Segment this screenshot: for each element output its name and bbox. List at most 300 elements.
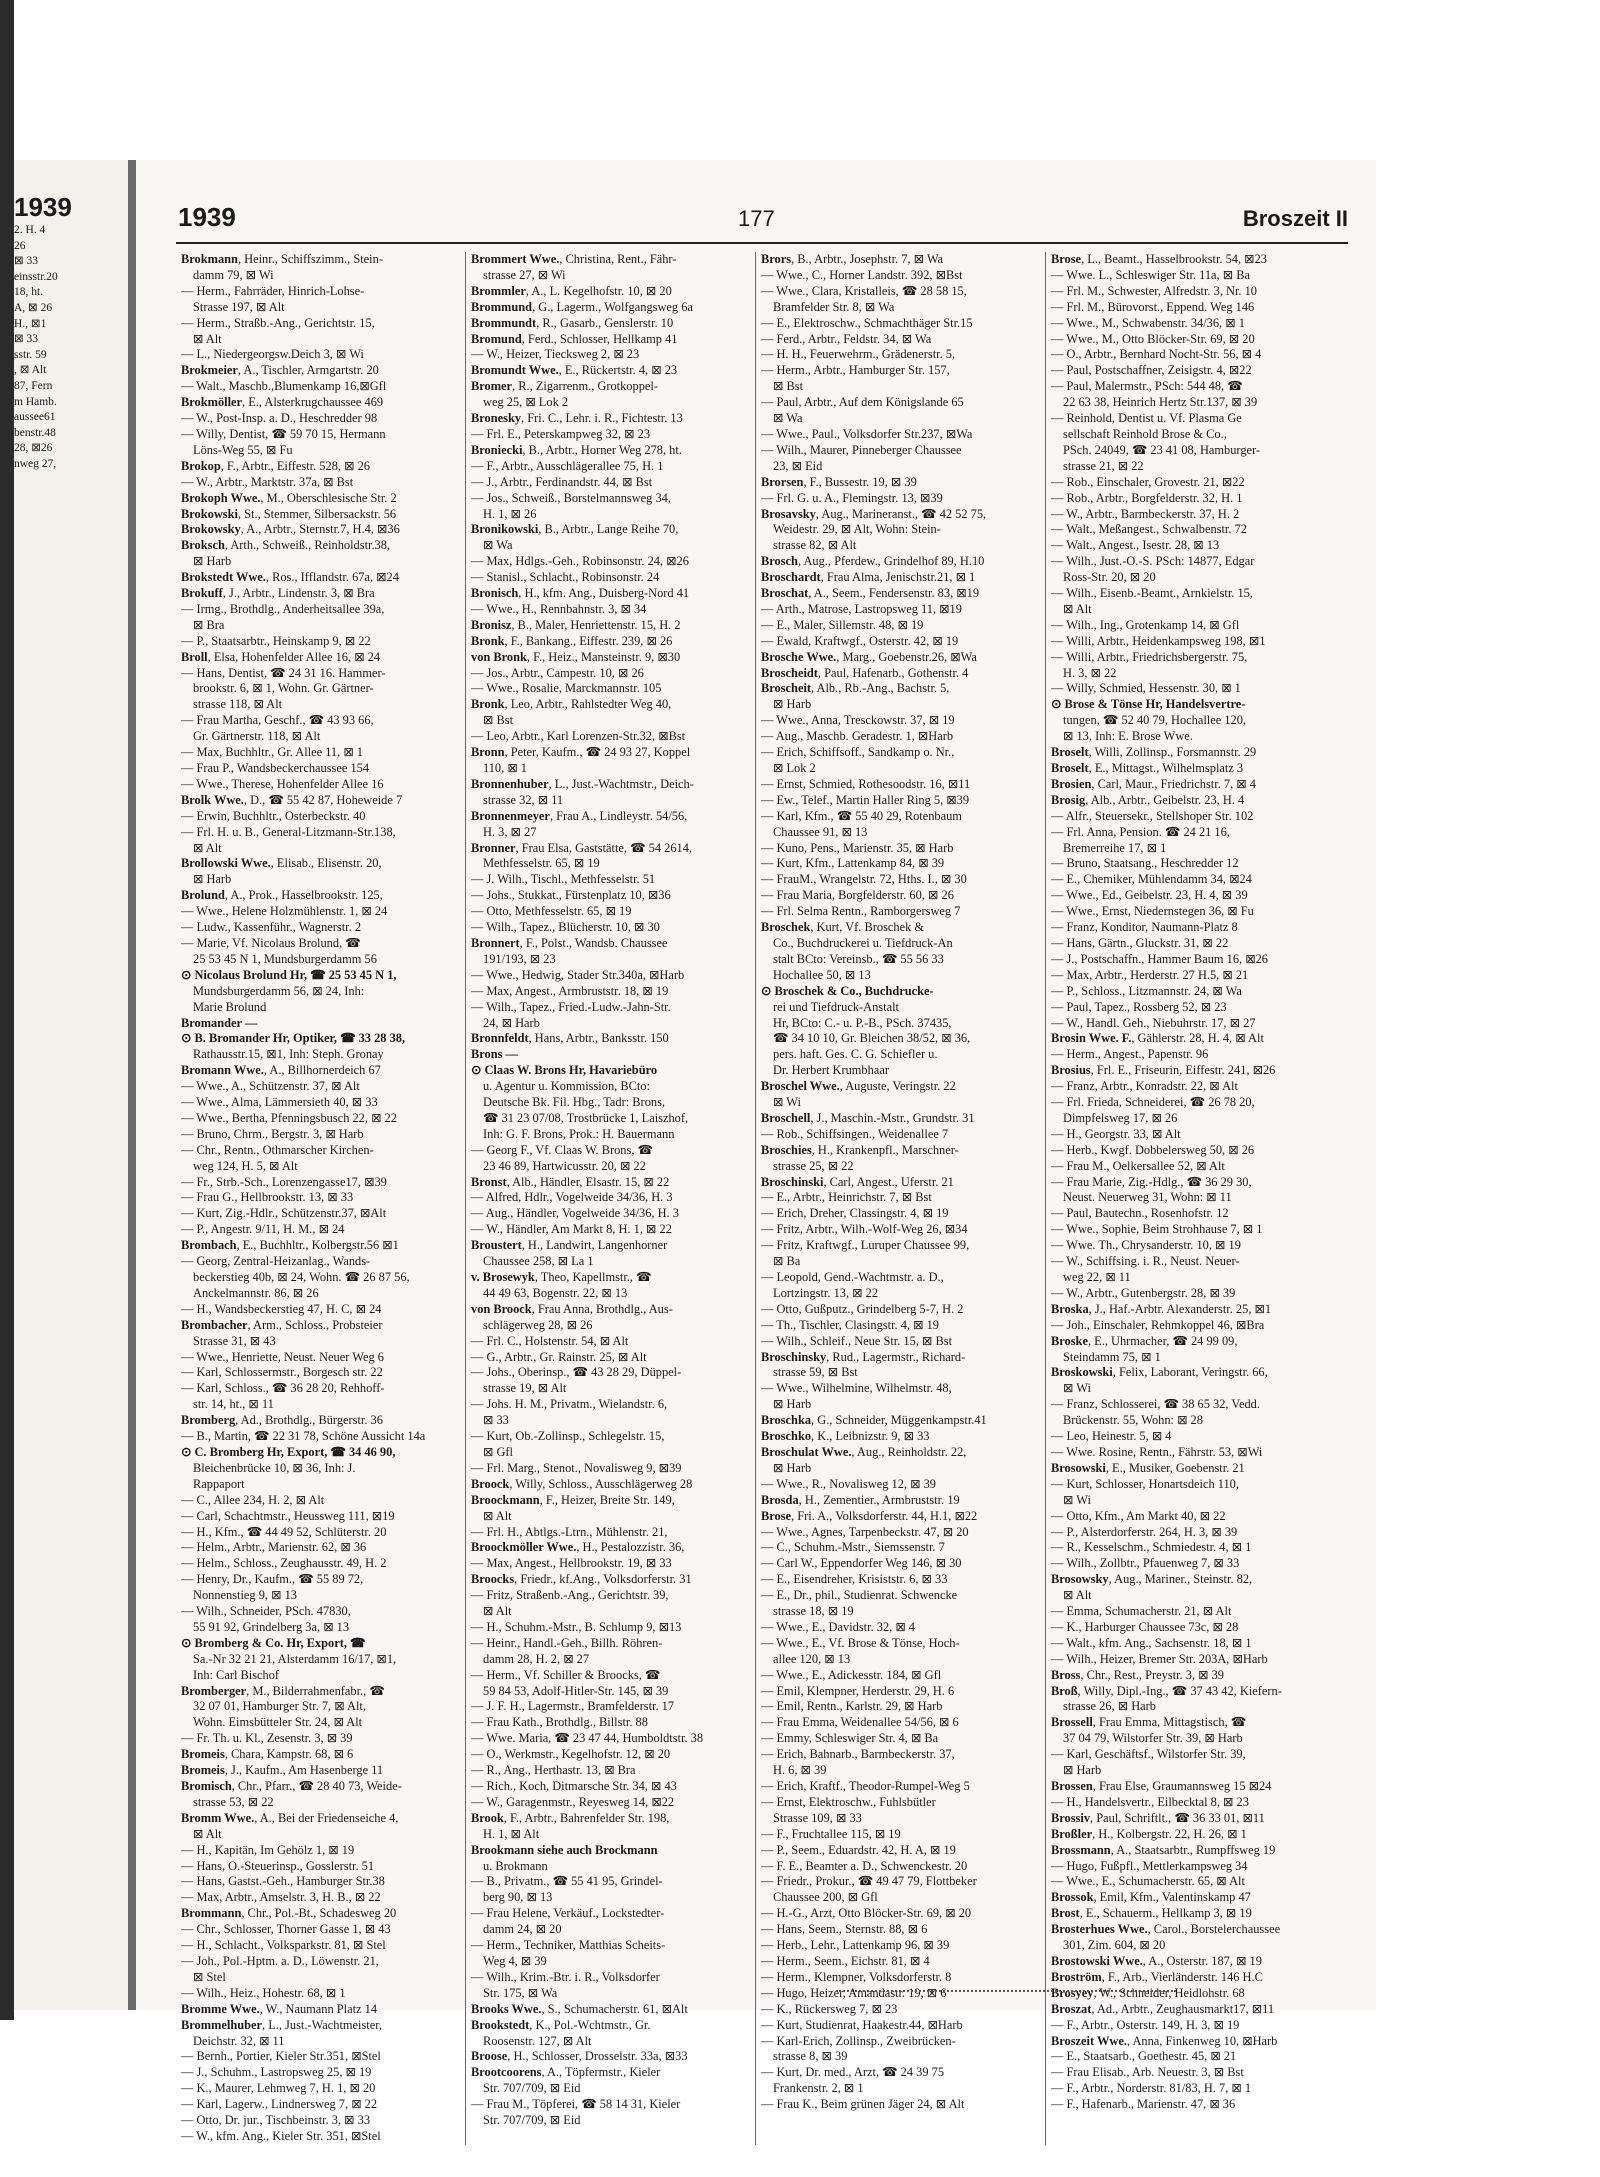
directory-entry: Methfesselstr. 65, ⊠ 19 <box>483 856 600 871</box>
directory-entry: — H., Kfm., ☎ 44 49 52, Schlüterstr. 20 <box>181 1524 387 1539</box>
directory-entry: weg 22, ⊠ 11 <box>1063 1270 1131 1284</box>
directory-entry: Brossok, Emil, Kfm., Valentinskamp 47 <box>1051 1890 1251 1905</box>
directory-entry: — Kurt, Dr. med., Arzt, ☎ 24 39 75 <box>761 2065 945 2080</box>
directory-entry: — W., Garagenmstr., Reyesweg 14, ⊠22 <box>471 1794 675 1809</box>
directory-entry: Broszat, Ad., Arbtr., Zeughausmarkt17, ⊠11 <box>1051 2001 1275 2016</box>
directory-entry: — Kurt, Schlosser, Honartsdeich 110, <box>1051 1476 1239 1491</box>
directory-entry: Brokmeier, A., Tischler, Armgartstr. 20 <box>181 363 379 378</box>
directory-entry: 37 04 79, Wilstorfer Str. 39, ⊠ Harb <box>1063 1731 1243 1746</box>
directory-entry: Broschardt, Frau Alma, Jenischstr.21, ⊠ 1 <box>761 570 976 585</box>
directory-entry: — Frau G., Hellbrookstr. 13, ⊠ 33 <box>181 1190 354 1205</box>
directory-entry: Bronk, Leo, Arbtr., Rahlstedter Weg 40, <box>471 697 672 712</box>
directory-entry: Bromer, R., Zigarrenm., Grotkoppel- <box>471 379 658 394</box>
directory-entry: — Wwe., E., Adickesstr. 184, ⊠ Gfl <box>761 1667 942 1682</box>
directory-entry: ⊙ Nicolaus Brolund Hr, ☎ 25 53 45 N 1, <box>181 967 397 982</box>
directory-entry: — J., Schuhm., Lastropsweg 25, ⊠ 19 <box>181 2065 372 2080</box>
directory-entry: — Joh., Pol.-Hptm. a. D., Löwenstr. 21, <box>181 1953 379 1968</box>
directory-entry: — F. E., Beamter a. D., Schwenckestr. 20 <box>761 1858 968 1873</box>
directory-entry: — Wwe., M., Otto Blöcker-Str. 69, ⊠ 20 <box>1051 331 1255 346</box>
directory-entry: — Frau Marie, Zig.-Hdlg., ☎ 36 29 30, <box>1051 1174 1252 1189</box>
directory-entry: — Herm., Seem., Eichstr. 81, ⊠ 4 <box>761 1953 930 1968</box>
directory-entry: weg 124, H. 5, ⊠ Alt <box>193 1158 298 1173</box>
directory-entry: ⊠ Wa <box>773 411 803 426</box>
directory-entry: — W., Post-Insp. a. D., Heschredder 98 <box>181 411 378 426</box>
directory-entry: Broselt, E., Mittagst., Wilhelmsplatz 3 <box>1051 761 1244 775</box>
directory-entry: Broske, E., Uhrmacher, ☎ 24 99 09, <box>1051 1333 1238 1348</box>
directory-entry: — Aug., Händler, Vogelweide 34/36, H. 3 <box>471 1206 679 1221</box>
directory-entry: Marie Brolund <box>193 999 267 1014</box>
directory-entry: — W., kfm. Ang., Kieler Str. 351, ⊠Stel <box>181 2128 381 2143</box>
directory-entry: — G., Arbtr., Gr. Rainstr. 25, ⊠ Alt <box>471 1349 647 1364</box>
directory-entry: Bronisch, H., kfm. Ang., Duisberg-Nord 41 <box>471 586 690 601</box>
directory-entry: — Karl, Lagerw., Lindnersweg 7, ⊠ 22 <box>181 2097 378 2112</box>
directory-entry: Bronnenmeyer, Frau A., Lindleystr. 54/56, <box>471 808 688 823</box>
directory-entry: — Wwe., Paul., Volksdorfer Str.237, ⊠Wa <box>761 426 973 441</box>
directory-entry: — Frau Helene, Verkäuf., Lockstedter- <box>471 1906 665 1921</box>
directory-entry: — E., Arbtr., Heinrichstr. 7, ⊠ Bst <box>761 1190 932 1205</box>
directory-entry: PSch. 24049, ☎ 23 41 08, Hamburger- <box>1063 442 1261 457</box>
directory-entry: Brookstedt, K., Pol.-Wchtmstr., Gr. <box>471 2017 651 2032</box>
directory-entry: Bronner, Frau Elsa, Gaststätte, ☎ 54 2614, <box>471 840 693 855</box>
directory-entry: — Aug., Maschb. Geradestr. 1, ⊠Harb <box>761 729 954 744</box>
directory-entry: — Wwe., H., Rennbahnstr. 3, ⊠ 34 <box>471 601 647 616</box>
directory-entry: — K., Rückersweg 7, ⊠ 23 <box>761 2001 898 2016</box>
running-header <box>178 202 1348 236</box>
directory-entry: — Wilh., Schneider, PSch. 47830, <box>181 1604 351 1619</box>
previous-page-line: 18, ht. <box>14 286 44 299</box>
directory-entry: Brombacher, Arm., Schloss., Probsteier <box>181 1317 383 1332</box>
directory-entry: ⊠ Alt <box>193 1826 222 1841</box>
directory-entry: — Willi, Arbtr., Friedrichsbergerstr. 75, <box>1051 649 1248 664</box>
directory-entry: — H., Georgstr. 33, ⊠ Alt <box>1051 1126 1181 1141</box>
directory-entry: ⊠ Harb <box>773 697 812 712</box>
directory-entry: ⊠ Ba <box>773 1254 801 1269</box>
directory-columns <box>176 252 1348 2145</box>
directory-entry: — Wwe., Helene Holzmühlenstr. 1, ⊠ 24 <box>181 904 388 919</box>
directory-entry: ⊠ 13, Inh: E. Brose Wwe. <box>1063 729 1193 744</box>
directory-entry: brookstr. 6, ⊠ 1, Wohn. Gr. Gärtner- <box>193 681 374 696</box>
directory-entry: — Frau K., Beim grünen Jäger 24, ⊠ Alt <box>761 2097 965 2112</box>
directory-entry: — Erich, Bahnarb., Barmbeckerstr. 37, <box>761 1747 955 1762</box>
directory-entry: schlägerweg 28, ⊠ 26 <box>483 1317 593 1332</box>
directory-entry: Broschinski, Carl, Angest., Uferstr. 21 <box>761 1174 954 1189</box>
directory-entry: — W., Arbtr., Marktstr. 37a, ⊠ Bst <box>181 474 354 489</box>
directory-entry: — Rob., Arbtr., Borgfelderstr. 32, H. 1 <box>1051 490 1243 505</box>
directory-entry: — Hugo, Fußpfl., Mettlerkampsweg 34 <box>1051 1858 1248 1873</box>
directory-entry: Mundsburgerdamm 56, ⊠ 24, Inh: <box>193 983 365 998</box>
directory-entry: — Stanisl., Schlacht., Robinsonstr. 24 <box>471 570 660 585</box>
directory-entry: Brossmann, A., Staatsarbtr., Rumpffsweg 19 <box>1051 1842 1276 1857</box>
directory-entry: Anckelmannstr. 86, ⊠ 26 <box>193 1285 319 1300</box>
directory-entry: — Wwe., Bertha, Pfenningsbusch 22, ⊠ 22 <box>181 1110 397 1125</box>
directory-entry: Broock, Willy, Schloss., Ausschlägerweg 28 <box>471 1476 693 1491</box>
directory-entry: — Walt., Angest., Isestr. 28, ⊠ 13 <box>1051 538 1220 553</box>
directory-entry: Brokmann, Heinr., Schiffszimm., Stein- <box>181 252 383 266</box>
directory-entry: — FrauM., Wrangelstr. 72, Hths. I., ⊠ 30 <box>761 872 967 887</box>
directory-entry: — Bruno, Staatsang., Heschredder 12 <box>1051 856 1239 871</box>
directory-entry: 59 84 53, Adolf-Hitler-Str. 145, ⊠ 39 <box>483 1683 669 1698</box>
directory-entry: Broselt, Willi, Zollinsp., Forsmannstr. 29 <box>1051 745 1257 760</box>
directory-entry: — E., Dr., phil., Studienrat. Schwencke <box>761 1588 958 1603</box>
directory-entry: Deutsche Bk. Fil. Hbg., Tadr: Brons, <box>483 1095 665 1110</box>
page-number: 177 <box>738 206 775 231</box>
directory-entry: — Herm., Klempner, Volksdorferstr. 8 <box>761 1969 952 1984</box>
directory-entry: Brollowski Wwe., Elisab., Elisenstr. 20, <box>181 856 382 871</box>
directory-entry: Bronikowski, B., Arbtr., Lange Reihe 70, <box>471 522 679 537</box>
directory-entry: Dimpfelsweg 17, ⊠ 26 <box>1063 1110 1178 1125</box>
directory-entry: Weidestr. 29, ⊠ Alt, Wohn: Stein- <box>773 522 941 537</box>
column-4 <box>1046 252 1336 2145</box>
column-2 <box>466 252 756 2145</box>
directory-entry: Bronst, Alb., Händler, Elsastr. 15, ⊠ 22 <box>471 1174 670 1189</box>
directory-entry: Frankenstr. 2, ⊠ 1 <box>773 2081 864 2096</box>
directory-entry: — Kurt, Ob.-Zollinsp., Schlegelstr. 15, <box>471 1429 665 1444</box>
directory-entry: — Otto, Gußputz., Grindelberg 5-7, H. 2 <box>761 1301 964 1316</box>
directory-entry: Bromund, Ferd., Schlosser, Hellkamp 41 <box>471 331 678 346</box>
directory-entry: Brombach, E., Buchhltr., Kolbergstr.56 ⊠1 <box>181 1238 399 1253</box>
directory-entry: — Frl. Anna, Pension. ☎ 24 21 16, <box>1051 824 1230 839</box>
directory-entry: — Wwe., Rosalie, Marckmannstr. 105 <box>471 681 662 696</box>
directory-entry: — F., Fruchtallee 115, ⊠ 19 <box>761 1826 901 1841</box>
directory-entry: Str. 707/709, ⊠ Eid <box>483 2113 581 2128</box>
directory-entry: Broustert, H., Landwirt, Langenhorner <box>471 1238 668 1253</box>
directory-entry: Co., Buchdruckerei u. Tiefdruck-An <box>773 935 953 950</box>
directory-entry: — Leo, Arbtr., Karl Lorenzen-Str.32, ⊠Bst <box>471 729 686 744</box>
directory-entry: Broschel Wwe., Auguste, Veringstr. 22 <box>761 1079 956 1094</box>
directory-entry: — Jos., Schweiß., Borstelmannsweg 34, <box>471 490 671 505</box>
previous-page-year: 1939 <box>14 192 72 222</box>
directory-entry: Brosda, H., Zementier., Armbruststr. 19 <box>761 1492 960 1507</box>
directory-entry: — Wwe., E., Schumacherstr. 65, ⊠ Alt <box>1051 1874 1245 1889</box>
directory-entry: — Ferd., Arbtr., Feldstr. 34, ⊠ Wa <box>761 331 932 346</box>
directory-entry: — Wwe., Henriette, Neust. Neuer Weg 6 <box>181 1349 384 1364</box>
directory-entry: ⊠ Bra <box>193 617 225 632</box>
directory-entry: strasse 82, ⊠ Alt <box>773 538 857 553</box>
directory-entry: — W., Arbtr., Gutenbergstr. 28, ⊠ 39 <box>1051 1285 1236 1300</box>
directory-entry: 301, Zim. 604, ⊠ 20 <box>1063 1938 1166 1953</box>
directory-entry: Broose, H., Schlosser, Drosselstr. 33a, ⊠33 <box>471 2049 688 2064</box>
directory-entry: 25 53 45 N 1, Mundsburgerdamm 56 <box>193 951 377 966</box>
directory-entry: — Herm., Angest., Papenstr. 96 <box>1051 1047 1209 1062</box>
directory-entry: — J., Postschaffn., Hammer Baum 16, ⊠26 <box>1051 951 1268 966</box>
previous-page-line: ⊠ 33 <box>14 333 39 346</box>
directory-entry: ⊙ C. Bromberg Hr, Export, ☎ 34 46 90, <box>181 1444 396 1459</box>
directory-entry: — Frl. M., Bürovorst., Eppend. Weg 146 <box>1051 299 1255 314</box>
directory-entry: — Rob., Schiffsingen., Weidenallee 7 <box>761 1126 949 1141</box>
directory-entry: 110, ⊠ 1 <box>483 761 527 775</box>
directory-entry: — Erich, Schiffsoff., Sandkamp o. Nr., <box>761 745 955 760</box>
directory-entry: — W., Arbtr., Barmbeckerstr. 37, H. 2 <box>1051 506 1240 521</box>
directory-entry: — Karl, Geschäftsf., Wilstorfer Str. 39, <box>1051 1747 1246 1762</box>
directory-entry: 23 46 89, Hartwicusstr. 20, ⊠ 22 <box>483 1158 646 1173</box>
directory-entry: Hochallee 50, ⊠ 13 <box>773 967 871 982</box>
directory-entry: ⊠ Harb <box>193 554 232 569</box>
directory-entry: sellschaft Reinhold Brose & Co., <box>1063 426 1227 441</box>
directory-entry: — H., Schuhm.-Mstr., B. Schlump 9, ⊠13 <box>471 1619 682 1634</box>
directory-entry: ⊠ Wi <box>773 1095 801 1110</box>
directory-entry: str. 14, ht., ⊠ 11 <box>193 1397 274 1412</box>
directory-entry: — Friedr., Prokur., ☎ 49 47 79, Flottbeker <box>761 1874 977 1889</box>
directory-entry: Bromeis, Chara, Kampstr. 68, ⊠ 6 <box>181 1747 354 1762</box>
directory-entry: 44 49 63, Bogenstr. 22, ⊠ 13 <box>483 1285 628 1300</box>
directory-entry: Bromann Wwe., A., Billhornerdeich 67 <box>181 1063 381 1078</box>
directory-entry: Brors, B., Arbtr., Josephstr. 7, ⊠ Wa <box>761 252 944 266</box>
directory-entry: — Frl. Selma Rentn., Ramborgersweg 7 <box>761 904 961 919</box>
book-gutter <box>128 160 136 2010</box>
directory-entry: — P., Schloss., Litzmannstr. 24, ⊠ Wa <box>1051 983 1242 998</box>
directory-entry: Broschies, H., Krankenpfl., Marschner- <box>761 1142 959 1157</box>
directory-entry: — Frau Elisab., Arb. Neuestr. 3, ⊠ Bst <box>1051 2065 1244 2080</box>
directory-entry: Brossiv, Paul, Schriftlt., ☎ 36 33 01, ⊠11 <box>1051 1810 1265 1825</box>
directory-entry: allee 120, ⊠ 13 <box>773 1651 851 1666</box>
directory-entry: — Paul, Malermstr., PSch: 544 48, ☎ <box>1051 379 1243 394</box>
directory-entry: — Wwe. L., Schleswiger Str. 11a, ⊠ Ba <box>1051 267 1250 282</box>
directory-entry: ⊠ Wi <box>1063 1492 1091 1507</box>
directory-entry: ☎ 31 23 07/08, Trostbrücke 1, Laiszhof, <box>483 1110 689 1125</box>
directory-entry: — H., Kapitän, Im Gehölz 1, ⊠ 19 <box>181 1842 355 1857</box>
directory-entry: — Hans, O.-Steuerinsp., Gosslerstr. 51 <box>181 1858 375 1873</box>
directory-entry: — Wwe., Anna, Tresckowstr. 37, ⊠ 19 <box>761 713 955 728</box>
previous-page-line: benstr.48 <box>14 426 56 439</box>
directory-entry: Broszeit Wwe., Anna, Finkenweg 10, ⊠Harb <box>1051 2033 1278 2048</box>
directory-entry: — Carl, Schachtmstr., Heussweg 111, ⊠19 <box>181 1508 395 1523</box>
directory-entry: — J. Wilh., Tischl., Methfesselstr. 51 <box>471 872 656 887</box>
directory-entry: — Wwe., Therese, Hohenfelder Allee 16 <box>181 776 384 791</box>
directory-entry: Str. 175, ⊠ Wa <box>483 1985 558 2000</box>
directory-entry: Weg 4, ⊠ 39 <box>483 1953 547 1968</box>
directory-entry: — Hans, Seem., Sternstr. 88, ⊠ 6 <box>761 1922 928 1937</box>
previous-page-line: H., ⊠1 <box>14 317 47 330</box>
directory-entry: — Marie, Vf. Nicolaus Brolund, ☎ <box>181 935 361 950</box>
directory-entry: Bromander — <box>181 1015 258 1030</box>
directory-entry: — P., Staatsarbtr., Heinskamp 9, ⊠ 22 <box>181 633 371 648</box>
directory-entry: Broscheidt, Paul, Hafenarb., Gothenstr. 4 <box>761 665 969 680</box>
directory-entry: — Otto, Kfm., Am Markt 40, ⊠ 22 <box>1051 1508 1226 1523</box>
directory-entry: — J., Arbtr., Ferdinandstr. 44, ⊠ Bst <box>471 474 653 489</box>
directory-entry: Brosius, Frl. E., Friseurin, Eiffestr. 241, ⊠26 <box>1051 1063 1276 1078</box>
directory-entry: — Emma, Schumacherstr. 21, ⊠ Alt <box>1051 1604 1232 1619</box>
directory-entry: ⊠ 33 <box>483 1413 509 1428</box>
directory-entry: Brokoph Wwe., M., Oberschlesische Str. 2 <box>181 490 397 505</box>
directory-entry: Broocks, Friedr., kf.Ang., Volksdorferstr. 31 <box>471 1572 692 1587</box>
directory-entry: ⊙ Claas W. Brons Hr, Havariebüro <box>471 1063 658 1078</box>
directory-entry: Lortzingstr. 13, ⊠ 22 <box>773 1285 879 1300</box>
directory-entry: Brokstedt Wwe., Ros., Ifflandstr. 67a, ⊠24 <box>181 570 399 585</box>
directory-entry: — Wwe., Alma, Lämmersieth 40, ⊠ 33 <box>181 1095 378 1110</box>
directory-entry: rei und Tiefdruck-Anstalt <box>773 999 899 1014</box>
directory-entry: Bromisch, Chr., Pfarr., ☎ 28 40 73, Weide- <box>181 1779 402 1793</box>
directory-entry: strasse 53, ⊠ 22 <box>193 1794 274 1809</box>
directory-entry: Brons — <box>471 1047 518 1062</box>
directory-entry: pers. haft. Ges. C. G. Schiefler u. <box>773 1047 938 1062</box>
directory-entry: Broskowski, Felix, Laborant, Veringstr. 66, <box>1051 1365 1268 1380</box>
directory-entry: Bronnenhuber, L., Just.-Wachtmstr., Deich- <box>471 776 694 791</box>
directory-entry: — Carl W., Eppendorfer Weg 146, ⊠ 30 <box>761 1556 962 1571</box>
directory-entry: — R., Ang., Herthastr. 13, ⊠ Bra <box>471 1763 636 1778</box>
directory-entry: — Herb., Lehr., Lattenkamp 96, ⊠ 39 <box>761 1938 950 1953</box>
directory-entry: — Otto, Dr. jur., Tischbeinstr. 3, ⊠ 33 <box>181 2113 371 2128</box>
directory-entry: — Herb., Kwgf. Dobbelersweg 50, ⊠ 26 <box>1051 1142 1255 1157</box>
directory-entry: 23, ⊠ Eid <box>773 458 823 473</box>
directory-entry: — Johs. H. M., Privatm., Wielandstr. 6, <box>471 1397 668 1412</box>
directory-entry: Broscheit, Alb., Rb.-Ang., Bachstr. 5, <box>761 681 950 696</box>
directory-entry: Brokuff, J., Arbtr., Lindenstr. 3, ⊠ Bra <box>181 586 375 601</box>
directory-entry: — Herm., Vf. Schiller & Broocks, ☎ <box>471 1667 661 1682</box>
directory-entry: Rathausstr.15, ⊠1, Inh: Steph. Gronay <box>193 1047 384 1062</box>
directory-entry: — W., Heizer, Tiecksweg 2, ⊠ 23 <box>471 347 640 362</box>
directory-entry: Brootcoorens, A., Töpfermstr., Kieler <box>471 2065 661 2080</box>
directory-entry: Nonnenstieg 9, ⊠ 13 <box>193 1588 297 1603</box>
directory-entry: strasse 18, ⊠ 19 <box>773 1604 854 1619</box>
directory-entry: — Wwe., Ernst, Niedernstegen 36, ⊠ Fu <box>1051 904 1254 919</box>
directory-entry: — Rob., Einschaler, Grovestr. 21, ⊠22 <box>1051 474 1245 489</box>
directory-entry: — Emil, Rentn., Karlstr. 29, ⊠ Harb <box>761 1699 943 1714</box>
directory-entry: — K., Harburger Chaussee 73c, ⊠ 28 <box>1051 1619 1239 1634</box>
directory-entry: Dr. Herbert Krumbhaar <box>773 1063 889 1078</box>
directory-entry: — Frau Emma, Weidenallee 54/56, ⊠ 6 <box>761 1715 959 1730</box>
directory-entry: strasse 59, ⊠ Bst <box>773 1365 858 1380</box>
directory-entry: 32 07 01, Hamburger Str. 7, ⊠ Alt, <box>193 1699 366 1714</box>
directory-entry: Strasse 31, ⊠ 43 <box>193 1333 276 1348</box>
directory-entry: Brosien, Carl, Maur., Friedrichstr. 7, ⊠ 4 <box>1051 776 1256 791</box>
directory-entry: strasse 26, ⊠ Harb <box>1063 1699 1156 1714</box>
directory-entry: — Frau Kath., Brothdlg., Billstr. 88 <box>471 1715 648 1730</box>
previous-page-line: 87, Fern <box>14 379 53 392</box>
directory-entry: — Alfr., Steuersekr., Stellshoper Str. 102 <box>1051 808 1254 823</box>
directory-entry: — O., Werkmstr., Kegelhofstr. 12, ⊠ 20 <box>471 1747 671 1762</box>
directory-entry: — Wwe., C., Horner Landstr. 392, ⊠Bst <box>761 267 963 282</box>
directory-entry: Brommert Wwe., Christina, Rent., Fähr- <box>471 252 677 266</box>
directory-entry: 22 63 38, Heinrich Hertz Str.137, ⊠ 39 <box>1063 395 1258 410</box>
directory-entry: — B., Privatm., ☎ 55 41 95, Grindel- <box>471 1874 663 1889</box>
directory-entry: Bronk, F., Bankang., Eiffestr. 239, ⊠ 26 <box>471 633 673 648</box>
directory-entry: 55 91 92, Grindelberg 3a, ⊠ 13 <box>193 1619 350 1634</box>
directory-entry: — P., Alsterdorferstr. 264, H. 3, ⊠ 39 <box>1051 1524 1238 1539</box>
directory-entry: — Wwe., Wilhelmine, Wilhelmstr. 48, <box>761 1381 952 1396</box>
directory-entry: u. Agentur u. Kommission, BCto: <box>483 1079 650 1094</box>
directory-entry: Bromberger, M., Bilderrahmenfabr., ☎ <box>181 1683 385 1698</box>
directory-entry: — Franz, Schlosserei, ☎ 38 65 32, Vedd. <box>1051 1397 1260 1412</box>
directory-entry: Bronn, Peter, Kaufm., ☎ 24 93 27, Koppel <box>471 745 691 760</box>
directory-entry: strasse 32, ⊠ 11 <box>483 792 564 807</box>
directory-entry: ⊠ Harb <box>773 1460 812 1475</box>
directory-entry: — Herm., Fahrräder, Hinrich-Lohse- <box>181 283 365 298</box>
previous-page-line: m Hamb. <box>14 395 57 408</box>
directory-entry: — Hans, Gärtn., Gluckstr. 31, ⊠ 22 <box>1051 935 1229 950</box>
directory-entry: — Erich, Kraftf., Theodor-Rumpel-Weg 5 <box>761 1779 970 1793</box>
directory-entry: Brokmöller, E., Alsterkrugchaussee 469 <box>181 395 384 410</box>
directory-entry: — Bernh., Portier, Kieler Str.351, ⊠Stel <box>181 2049 381 2064</box>
directory-entry: — Wwe., A., Schützenstr. 37, ⊠ Alt <box>181 1079 360 1094</box>
directory-entry: — Paul, Tapez., Rossberg 52, ⊠ 23 <box>1051 999 1227 1014</box>
directory-entry: — Walt., Maschb.,Blumenkamp 16,⊠Gfl <box>181 379 387 394</box>
directory-entry: — Max, Angest., Hellbrookstr. 19, ⊠ 33 <box>471 1556 672 1571</box>
directory-entry: — Jos., Arbtr., Campestr. 10, ⊠ 26 <box>471 665 644 680</box>
directory-entry: — Hans, Gastst.-Geh., Hamburger Str.38 <box>181 1874 385 1889</box>
directory-entry: — Chr., Rentn., Othmarscher Kirchen- <box>181 1142 374 1157</box>
directory-entry: Broschko, K., Leibnizstr. 9, ⊠ 33 <box>761 1429 930 1444</box>
directory-entry: — P., Angestr. 9/11, H. M., ⊠ 24 <box>181 1222 345 1237</box>
directory-entry: — Erich, Dreher, Classingstr. 4, ⊠ 19 <box>761 1206 949 1221</box>
directory-entry: Brommelhuber, L., Just.-Wachtmeister, <box>181 2017 382 2032</box>
directory-entry: Neust. Neuerweg 31, Wohn: ⊠ 11 <box>1063 1190 1232 1205</box>
directory-entry: Brooks Wwe., S., Schumacherstr. 61, ⊠Alt <box>471 2001 688 2016</box>
directory-entry: — F., Arbtr., Osterstr. 149, H. 3, ⊠ 19 <box>1051 2017 1240 2032</box>
directory-entry: — Frau Maria, Borgfelderstr. 60, ⊠ 26 <box>761 888 954 903</box>
directory-entry: — Wilh., Heizer, Bremer Str. 203A, ⊠Harb <box>1051 1651 1268 1666</box>
directory-entry: — Wwe., M., Schwabenstr. 34/36, ⊠ 1 <box>1051 315 1245 330</box>
directory-entry: ☎ 34 10 10, Gr. Bleichen 38/52, ⊠ 36, <box>773 1031 971 1046</box>
directory-entry: — Paul, Bautechn., Rosenhofstr. 12 <box>1051 1206 1229 1221</box>
directory-entry: Bromeis, J., Kaufm., Am Hasenberge 11 <box>181 1763 384 1778</box>
directory-entry: Broockmöller Wwe., H., Pestalozzistr. 36, <box>471 1540 685 1555</box>
directory-entry: — Fr. Th. u. Kl., Zesenstr. 3, ⊠ 39 <box>181 1731 353 1746</box>
directory-entry: strasse 25, ⊠ 22 <box>773 1158 854 1173</box>
directory-entry: Bronnfeldt, Hans, Arbtr., Banksstr. 150 <box>471 1031 669 1046</box>
directory-entry: — K., Maurer, Lehmweg 7, H. 1, ⊠ 20 <box>181 2081 376 2096</box>
directory-entry: Brookmann siehe auch Brockmann <box>471 1842 658 1857</box>
directory-entry: Bronisz, B., Maler, Henriettenstr. 15, H. 2 <box>471 617 681 632</box>
directory-entry: — Th., Tischler, Clasingstr. 4, ⊠ 19 <box>761 1317 939 1332</box>
directory-entry: — Otto, Methfesselstr. 65, ⊠ 19 <box>471 904 632 919</box>
directory-entry: — Paul, Arbtr., Auf dem Königslande 65 <box>761 395 964 410</box>
directory-entry: — Herm., Techniker, Matthias Scheits- <box>471 1938 666 1953</box>
directory-entry: H. 1, ⊠ Alt <box>483 1826 540 1841</box>
directory-entry: — Frl. Marg., Stenot., Novalisweg 9, ⊠39 <box>471 1460 682 1475</box>
directory-entry: — Johs., Stukkat., Fürstenplatz 10, ⊠36 <box>471 888 671 903</box>
directory-entry: Sa.-Nr 32 21 21, Alsterdamm 16/17, ⊠1, <box>193 1651 397 1666</box>
directory-entry: ⊠ Alt <box>483 1604 512 1619</box>
previous-page-fragment <box>14 160 128 2010</box>
directory-entry: Brosowsky, Aug., Mariner., Steinstr. 82, <box>1051 1572 1253 1587</box>
column-1 <box>176 252 466 2145</box>
directory-entry: H. 1, ⊠ 26 <box>483 506 537 521</box>
directory-entry: — Wwe. Rosine, Rentn., Fährstr. 53, ⊠Wi <box>1051 1444 1263 1459</box>
directory-entry: — Karl, Schloss., ☎ 36 28 20, Rehhoff- <box>181 1381 385 1396</box>
directory-entry: — Wilh., Tapez., Fried.-Ludw.-Jahn-Str. <box>471 999 671 1014</box>
directory-entry: — Paul, Postschaffner, Zeisigstr. 4, ⊠22 <box>1051 363 1252 378</box>
directory-entry: tungen, ☎ 52 40 79, Hochallee 120, <box>1063 713 1247 728</box>
directory-entry: — Willy, Schmied, Hessenstr. 30, ⊠ 1 <box>1051 681 1241 696</box>
directory-entry: Broockmann, F., Heizer, Breite Str. 149, <box>471 1492 675 1507</box>
directory-entry: Brommund, G., Lagerm., Wolfgangsweg 6a <box>471 299 693 314</box>
directory-entry: — Herm., Arbtr., Hamburger Str. 157, <box>761 363 950 378</box>
directory-entry: — Frau Martha, Geschf., ☎ 43 93 66, <box>181 713 374 728</box>
directory-entry: strasse 21, ⊠ 22 <box>1063 458 1144 473</box>
directory-entry: Brosche Wwe., Marg., Goebenstr.26, ⊠Wa <box>761 649 977 664</box>
directory-entry: ⊠ Bst <box>483 713 514 728</box>
directory-entry: damm 79, ⊠ Wi <box>193 267 274 282</box>
directory-entry: ⊠ Wa <box>483 538 513 553</box>
directory-entry: — Wwe., E., Vf. Brose & Tönse, Hoch- <box>761 1635 960 1650</box>
directory-entry: — Fr., Strb.-Sch., Lorenzengasse17, ⊠39 <box>181 1174 387 1189</box>
directory-entry: Broß, Willy, Dipl.-Ing., ☎ 37 43 42, Kiefern- <box>1051 1683 1282 1698</box>
directory-entry: Brosch, Aug., Pferdew., Grindelhof 89, H.10 <box>761 554 985 569</box>
previous-page-line: 26 <box>14 239 26 252</box>
previous-page-line: ⊠ 33 <box>14 255 39 268</box>
header-name-range: Broszeit II <box>1242 206 1348 231</box>
directory-entry: — Wwe. Th., Chrysanderstr. 10, ⊠ 19 <box>1051 1238 1241 1253</box>
directory-entry: Broschulat Wwe., Aug., Reinholdstr. 22, <box>761 1444 967 1459</box>
directory-entry: — Wilh., Maurer, Pinneberger Chaussee <box>761 442 962 457</box>
directory-entry: — Reinhold, Dentist u. Vf. Plasma Ge <box>1051 411 1242 426</box>
directory-entry: — Ernst, Schmied, Rothesoodstr. 16, ⊠11 <box>761 776 971 791</box>
directory-entry: ⊠ Alt <box>193 840 222 855</box>
directory-entry: ⊠ Alt <box>1063 601 1092 616</box>
directory-entry: — Wilh., Eisenb.-Beamt., Arnkielstr. 15, <box>1051 586 1253 601</box>
directory-entry: Brommann, Chr., Pol.-Bt., Schadesweg 20 <box>181 1906 397 1921</box>
previous-page-line: 28, ⊠26 <box>14 442 53 455</box>
